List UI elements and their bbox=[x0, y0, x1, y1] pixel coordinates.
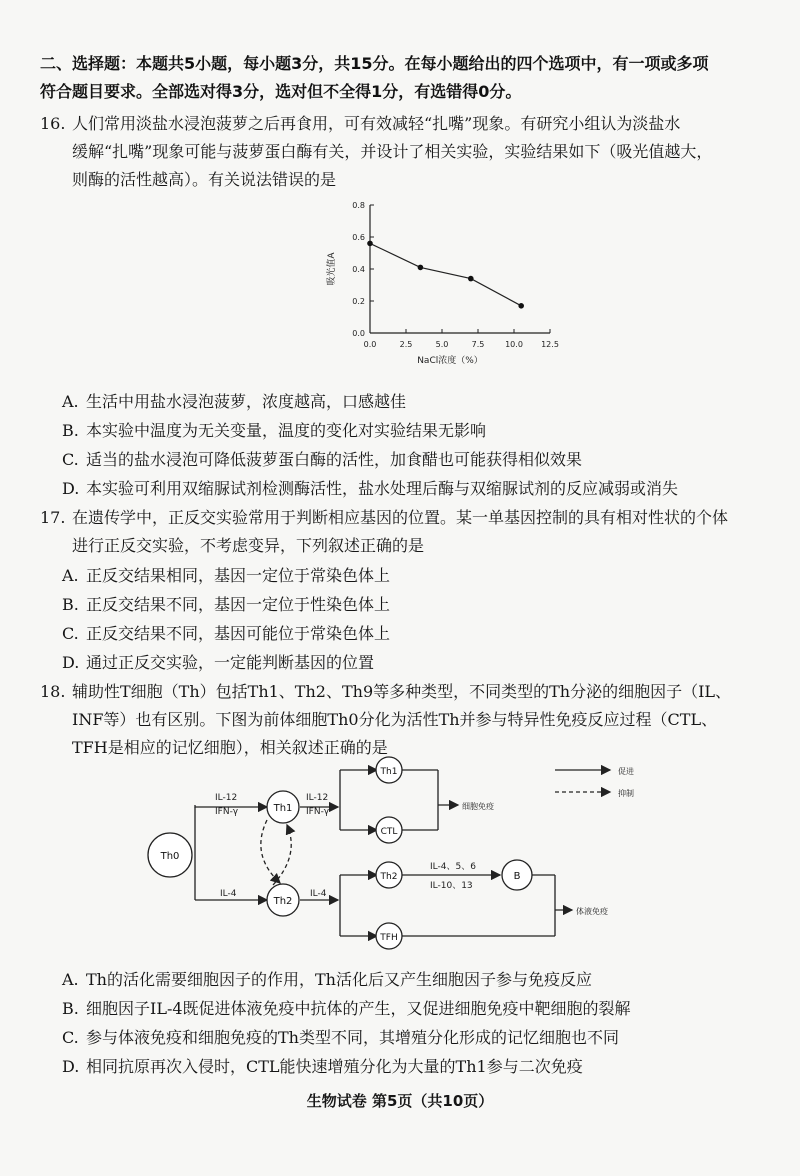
section-heading-line2: 符合题目要求。全部选对得3分，选对但不全得1分，有选错得0分。 bbox=[40, 82, 522, 101]
option-text: 正反交结果不同，基因一定位于性染色体上 bbox=[86, 595, 391, 614]
option-label: B. bbox=[62, 421, 79, 440]
cytokine-il1013-label: IL-10、13 bbox=[430, 881, 473, 891]
legend-promote-label: 促进 bbox=[618, 767, 634, 776]
x-tick-label: 10.0 bbox=[505, 340, 523, 349]
th-differentiation-diagram bbox=[140, 750, 700, 960]
question-stem-line2: 缓解“扎嘴”现象可能与菠萝蛋白酶有关，并设计了相关实验，实验结果如下（吸光值越大， bbox=[72, 142, 713, 161]
cytokine-il12-label: IL-12 bbox=[306, 793, 329, 803]
option-text: 本实验中温度为无关变量，温度的变化对实验结果无影响 bbox=[86, 421, 487, 440]
question-stem-line3: TFH是相应的记忆细胞），相关叙述正确的是 bbox=[72, 738, 388, 757]
humoral-immunity-label: 体液免疫 bbox=[576, 907, 608, 916]
y-axis-label: 吸光值A bbox=[327, 252, 337, 286]
question-number: 16. bbox=[40, 114, 66, 133]
option-18b[interactable] bbox=[62, 995, 631, 1023]
data-point bbox=[418, 265, 424, 271]
question-stem-line2: INF等）也有区别。下图为前体细胞Th0分化为活性Th并参与特异性免疫反应过程（CTL、 bbox=[72, 710, 718, 729]
question-17 bbox=[40, 504, 775, 560]
option-17b[interactable] bbox=[62, 591, 390, 619]
legend-inhibit-label: 抑制 bbox=[618, 789, 634, 798]
cytokine-il4-label: IL-4 bbox=[310, 889, 327, 899]
node-th0-label: Th0 bbox=[160, 851, 180, 862]
node-tfh-label: TFH bbox=[380, 933, 398, 943]
question-number: 17. bbox=[40, 508, 66, 527]
y-tick-label: 0.4 bbox=[352, 265, 365, 274]
cytokine-il456-label: IL-4、5、6 bbox=[430, 862, 476, 872]
inhibit-th2-to-th1-arrow bbox=[273, 825, 291, 885]
y-tick-label: 0.0 bbox=[352, 329, 365, 338]
option-17c[interactable] bbox=[62, 620, 390, 648]
option-label: A. bbox=[62, 566, 79, 585]
option-18a[interactable] bbox=[62, 966, 592, 994]
question-stem-line1: 人们常用淡盐水浸泡菠萝之后再食用，可有效减轻“扎嘴”现象。有研究小组认为淡盐水 bbox=[72, 114, 681, 133]
node-b-label: B bbox=[513, 871, 521, 882]
question-number: 18. bbox=[40, 682, 66, 701]
option-label: D. bbox=[62, 653, 80, 672]
option-16c[interactable] bbox=[62, 446, 582, 474]
option-text: Th的活化需要细胞因子的作用，Th活化后又产生细胞因子参与免疫反应 bbox=[86, 970, 592, 989]
option-label: A. bbox=[62, 970, 79, 989]
option-label: C. bbox=[62, 624, 79, 643]
data-point bbox=[518, 303, 524, 309]
cytokine-ifn-label: IFN-γ bbox=[215, 807, 239, 817]
cellular-immunity-label: 细胞免疫 bbox=[462, 802, 494, 811]
option-label: B. bbox=[62, 999, 79, 1018]
option-label: C. bbox=[62, 1028, 79, 1047]
section-heading-line1: 二、选择题：本题共5小题，每小题3分，共15分。在每小题给出的四个选项中，有一项或多项 bbox=[40, 54, 709, 73]
option-18d[interactable] bbox=[62, 1053, 583, 1081]
x-tick-label: 12.5 bbox=[541, 340, 559, 349]
question-16 bbox=[40, 110, 775, 194]
option-text: 参与体液免疫和细胞免疫的Th类型不同，其增殖分化形成的记忆细胞也不同 bbox=[86, 1028, 619, 1047]
question-stem-line1: 在遗传学中，正反交实验常用于判断相应基因的位置。某一单基因控制的具有相对性状的个体 bbox=[72, 508, 729, 527]
x-axis-label: NaCl浓度（%） bbox=[417, 356, 483, 366]
option-text: 相同抗原再次入侵时，CTL能快速增殖分化为大量的Th1参与二次免疫 bbox=[86, 1057, 583, 1076]
x-tick-label: 2.5 bbox=[399, 340, 413, 349]
node-th1-mid-label: Th1 bbox=[273, 803, 293, 814]
option-text: 生活中用盐水浸泡菠萝，浓度越高，口感越佳 bbox=[86, 392, 407, 411]
cytokine-il12-label: IL-12 bbox=[215, 793, 238, 803]
series-line bbox=[370, 243, 521, 305]
data-point bbox=[367, 241, 373, 247]
absorbance-chart bbox=[320, 195, 570, 385]
option-text: 细胞因子IL-4既促进体液免疫中抗体的产生，又促进细胞免疫中靶细胞的裂解 bbox=[86, 999, 631, 1018]
option-text: 本实验可利用双缩脲试剂检测酶活性，盐水处理后酶与双缩脲试剂的反应减弱或消失 bbox=[86, 479, 679, 498]
option-16b[interactable] bbox=[62, 417, 486, 445]
y-tick-label: 0.2 bbox=[352, 297, 365, 306]
cytokine-ifn-label: IFN-γ bbox=[306, 807, 330, 817]
option-label: C. bbox=[62, 450, 79, 469]
option-label: D. bbox=[62, 1057, 80, 1076]
option-label: A. bbox=[62, 392, 79, 411]
option-17a[interactable] bbox=[62, 562, 390, 590]
node-th2-right-label: Th2 bbox=[380, 872, 398, 882]
option-17d[interactable] bbox=[62, 649, 374, 677]
option-text: 正反交结果不同，基因可能位于常染色体上 bbox=[86, 624, 391, 643]
section-heading bbox=[40, 50, 770, 106]
cytokine-il4-label: IL-4 bbox=[220, 889, 237, 899]
question-stem-line1: 辅助性T细胞（Th）包括Th1、Th2、Th9等多种类型，不同类型的Th分泌的细胞因子（IL、 bbox=[72, 682, 732, 701]
option-text: 正反交结果相同，基因一定位于常染色体上 bbox=[86, 566, 391, 585]
question-stem-line3: 则酶的活性越高）。有关说法错误的是 bbox=[72, 170, 337, 189]
inhibit-th1-to-th2-arrow bbox=[261, 820, 280, 883]
option-16a[interactable] bbox=[62, 388, 406, 416]
node-ctl-label: CTL bbox=[380, 827, 398, 837]
option-text: 适当的盐水浸泡可降低菠萝蛋白酶的活性，加食醋也可能获得相似效果 bbox=[86, 450, 583, 469]
option-16d[interactable] bbox=[62, 475, 678, 503]
question-stem-line2: 进行正反交实验，不考虑变异，下列叙述正确的是 bbox=[72, 536, 425, 555]
option-label: D. bbox=[62, 479, 80, 498]
x-tick-label: 0.0 bbox=[363, 340, 377, 349]
data-point bbox=[468, 276, 474, 282]
option-label: B. bbox=[62, 595, 79, 614]
node-th1-top-label: Th1 bbox=[380, 767, 398, 777]
y-tick-label: 0.8 bbox=[352, 201, 365, 210]
x-tick-label: 7.5 bbox=[471, 340, 485, 349]
option-18c[interactable] bbox=[62, 1024, 619, 1052]
x-tick-label: 5.0 bbox=[435, 340, 449, 349]
page-footer: 生物试卷 第5页（共10页） bbox=[306, 1092, 494, 1110]
node-th2-mid-label: Th2 bbox=[273, 896, 293, 907]
option-text: 通过正反交实验，一定能判断基因的位置 bbox=[86, 653, 375, 672]
y-tick-label: 0.6 bbox=[352, 233, 365, 242]
